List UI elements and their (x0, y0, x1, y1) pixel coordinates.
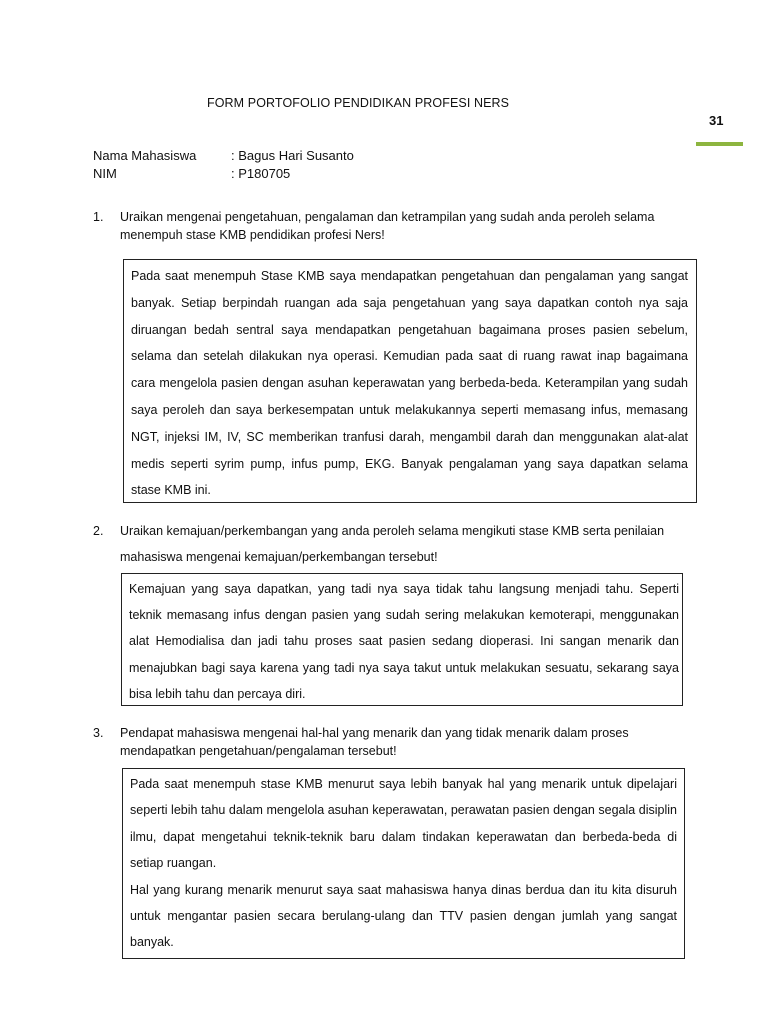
question-number: 2. (93, 524, 104, 538)
question-number: 1. (93, 210, 104, 224)
student-name-value: : Bagus Hari Susanto (231, 148, 354, 163)
page-number-rule (696, 142, 743, 146)
answer-box-2 (121, 573, 683, 706)
question-3 (93, 724, 703, 760)
page-title: FORM PORTOFOLIO PENDIDIKAN PROFESI NERS (207, 96, 510, 110)
student-nim-label: NIM (93, 166, 117, 181)
student-nim-value: : P180705 (231, 166, 291, 181)
question-1 (93, 208, 703, 244)
student-name-row (93, 148, 354, 163)
answer-paragraph: Pada saat menempuh stase KMB menurut saya lebih banyak hal yang menarik untuk dipelajari seperti lebih tahu dalam mengelola asuhan keperawatan, perawatan pasien dengan segala disiplin ilmu, dapat mengetahui teknik-teknik baru dalam tindakan keperawatan dan berbeda-beda di setiap ruangan. (130, 777, 677, 871)
student-name-label: Nama Mahasiswa (93, 148, 197, 163)
question-number: 3. (93, 726, 104, 740)
question-text: Uraikan kemajuan/perkembangan yang anda peroleh selama mengikuti stase KMB serta penilaian mahasiswa mengenai kemajuan/perkembangan tersebut! (120, 524, 665, 564)
answer-box-3 (122, 768, 685, 959)
answer-paragraph: Hal yang kurang menarik menurut saya saat mahasiswa hanya dinas berdua dan itu kita disuruh untuk mengantar pasien secara berulang-ulang dan TTV pasien dengan jumlah yang sangat banyak. (130, 882, 677, 950)
answer-paragraph: Kemajuan yang saya dapatkan, yang tadi nya saya tidak tahu langsung menjadi tahu. Seperti teknik memasang infus dengan pasien yang sudah sering melakukan kemoterapi, menggunakan alat Hemodialisa dan jadi tahu proses saat pasien sedang dioperasi. Ini sangan menarik dan menajubkan bagi saya karena yang tadi nya saya takut untuk melakukan sesuatu, sekarang saya bisa lebih tahu dan percaya diri. (129, 582, 679, 701)
answer-paragraph: Pada saat menempuh Stase KMB saya mendapatkan pengetahuan dan pengalaman yang sangat banyak. Setiap berpindah ruangan ada saja pengetahuan yang saya dapatkan contoh nya saja diruangan bedah sentral saya mendapatkan pengetahuan bagaimana proses pasien sebelum, selama dan setelah dilakukan nya operasi. Kemudian pada saat di ruang rawat inap bagaimana cara mengelola pasien dengan asuhan keperawatan yang berbeda-beda. Keterampilan yang sudah saya peroleh dan saya berkesempatan untuk melakukannya seperti memasang infus, memasang NGT, injeksi IM, IV, SC memberikan tranfusi darah, mengambil darah dan menggunakan alat-alat medis seperti syrim pump, infus pump, EKG. Banyak pengalaman yang saya dapatkan selama stase KMB ini. (131, 269, 688, 498)
page-number: 31 (709, 113, 724, 128)
answer-box-1 (123, 259, 697, 503)
student-nim-row (93, 166, 290, 181)
question-text: Uraikan mengenai pengetahuan, pengalaman dan ketrampilan yang sudah anda peroleh selama menempuh stase KMB pendidikan profesi Ners! (120, 210, 655, 242)
question-text: Pendapat mahasiswa mengenai hal-hal yang menarik dan yang tidak menarik dalam proses mendapatkan pengetahuan/pengalaman tersebut! (120, 726, 629, 758)
question-2 (93, 518, 703, 570)
